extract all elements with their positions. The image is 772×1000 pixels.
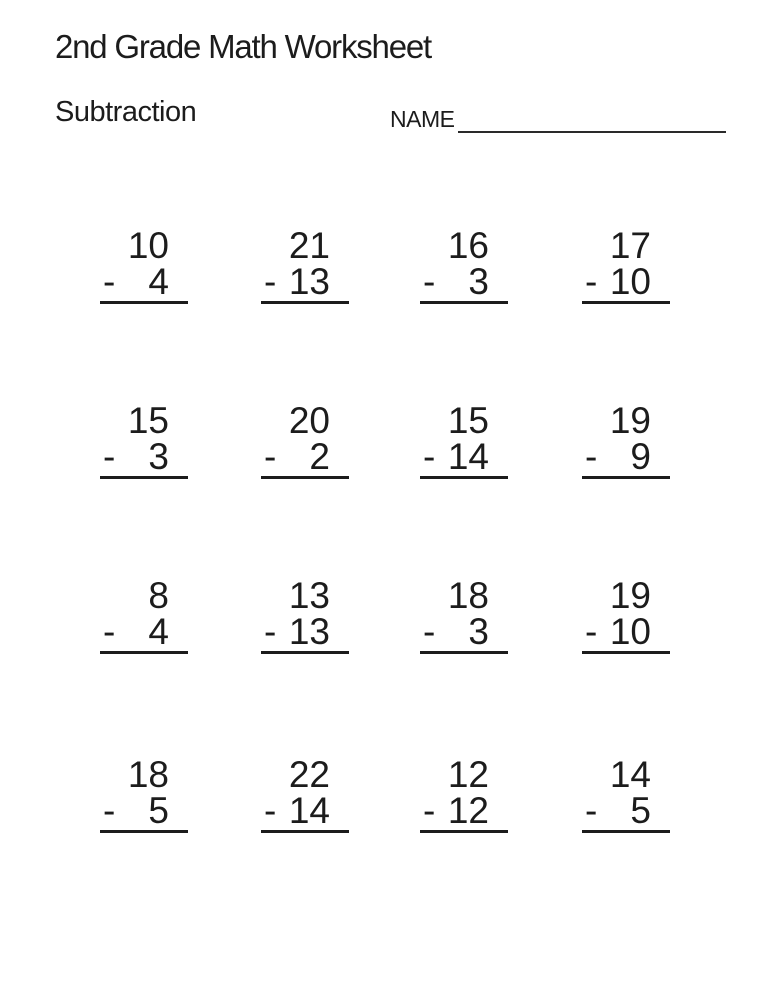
subtraction-problem-7 — [420, 400, 508, 479]
subtrahend: 3 — [468, 611, 489, 652]
subtrahend: 4 — [148, 261, 169, 302]
subtrahend-row — [261, 611, 349, 652]
subtrahend: 14 — [447, 436, 489, 477]
subtrahend: 13 — [288, 261, 330, 302]
minuend: 22 — [288, 754, 330, 795]
minus-sign: - — [585, 611, 598, 652]
subtraction-problem-3 — [420, 225, 508, 304]
subtraction-problem-5 — [100, 400, 188, 479]
minuend: 19 — [609, 400, 651, 441]
minuend: 17 — [609, 225, 651, 266]
minus-sign: - — [585, 790, 598, 831]
subtrahend-row — [420, 611, 508, 652]
subtrahend-row — [420, 790, 508, 831]
subtraction-problem-14 — [261, 754, 349, 833]
subtrahend: 13 — [288, 611, 330, 652]
minuend: 18 — [447, 575, 489, 616]
subtrahend: 10 — [609, 611, 651, 652]
subtrahend: 9 — [630, 436, 651, 477]
minuend: 15 — [447, 400, 489, 441]
subtrahend: 2 — [309, 436, 330, 477]
minus-sign: - — [423, 611, 436, 652]
subtrahend-row — [100, 790, 188, 831]
subtrahend-row — [582, 436, 670, 477]
worksheet-title: 2nd Grade Math Worksheet — [55, 28, 431, 65]
minuend: 20 — [288, 400, 330, 441]
minus-sign: - — [585, 261, 598, 302]
name-label: NAME — [390, 106, 455, 132]
subtrahend-row — [100, 261, 188, 302]
subtrahend-row — [261, 436, 349, 477]
minuend: 16 — [447, 225, 489, 266]
subtrahend-row — [420, 261, 508, 302]
subtraction-problem-2 — [261, 225, 349, 304]
minuend: 8 — [148, 575, 169, 616]
subtrahend: 4 — [148, 611, 169, 652]
minus-sign: - — [103, 261, 116, 302]
subtraction-problem-11 — [420, 575, 508, 654]
subtrahend: 14 — [288, 790, 330, 831]
subtraction-problem-10 — [261, 575, 349, 654]
minus-sign: - — [264, 790, 277, 831]
subtrahend-row — [582, 261, 670, 302]
subtraction-problem-8 — [582, 400, 670, 479]
subtrahend-row — [582, 790, 670, 831]
subtrahend: 5 — [630, 790, 651, 831]
subtrahend: 3 — [468, 261, 489, 302]
name-field — [390, 105, 726, 133]
minus-sign: - — [264, 611, 277, 652]
name-blank-line[interactable] — [458, 105, 726, 133]
subtrahend: 12 — [447, 790, 489, 831]
minuend: 19 — [609, 575, 651, 616]
subtrahend-row — [420, 436, 508, 477]
minuend: 18 — [127, 754, 169, 795]
minus-sign: - — [264, 261, 277, 302]
subtrahend: 5 — [148, 790, 169, 831]
minuend: 14 — [609, 754, 651, 795]
minus-sign: - — [423, 790, 436, 831]
minuend: 12 — [447, 754, 489, 795]
minus-sign: - — [264, 436, 277, 477]
minus-sign: - — [103, 611, 116, 652]
minus-sign: - — [103, 436, 116, 477]
subtrahend-row — [582, 611, 670, 652]
minuend: 21 — [288, 225, 330, 266]
subtrahend: 3 — [148, 436, 169, 477]
minus-sign: - — [423, 436, 436, 477]
subtraction-problem-9 — [100, 575, 188, 654]
minus-sign: - — [423, 261, 436, 302]
minuend: 10 — [127, 225, 169, 266]
minus-sign: - — [585, 436, 598, 477]
worksheet-subtitle: Subtraction — [55, 96, 197, 128]
minuend: 13 — [288, 575, 330, 616]
subtrahend-row — [100, 611, 188, 652]
subtraction-problem-15 — [420, 754, 508, 833]
minus-sign: - — [103, 790, 116, 831]
subtraction-problem-1 — [100, 225, 188, 304]
subtraction-problem-12 — [582, 575, 670, 654]
minuend: 15 — [127, 400, 169, 441]
subtraction-problem-6 — [261, 400, 349, 479]
subtrahend-row — [261, 790, 349, 831]
subtrahend-row — [261, 261, 349, 302]
subtrahend: 10 — [609, 261, 651, 302]
subtraction-problem-4 — [582, 225, 670, 304]
subtraction-problem-16 — [582, 754, 670, 833]
subtraction-problem-13 — [100, 754, 188, 833]
subtrahend-row — [100, 436, 188, 477]
